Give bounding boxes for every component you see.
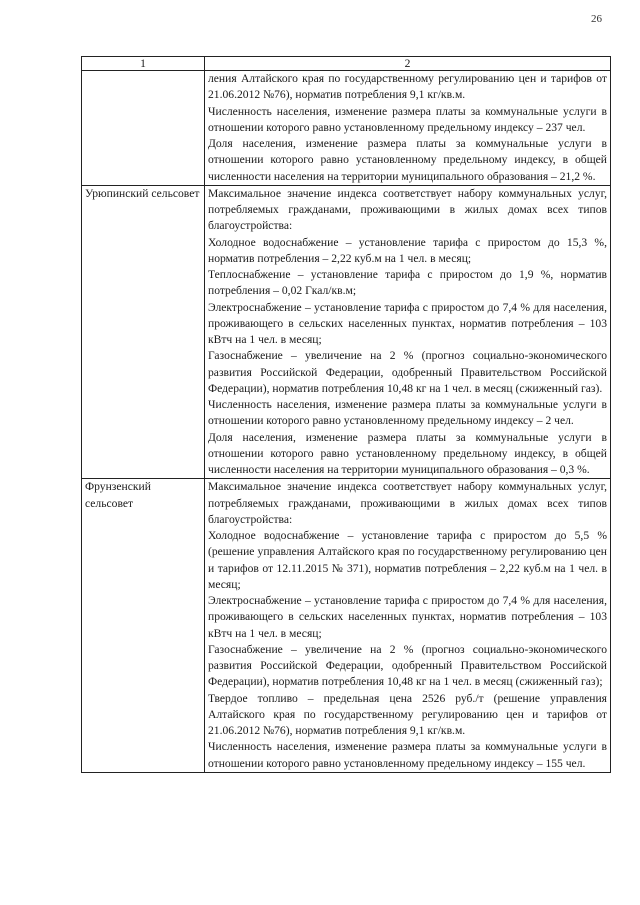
description-paragraph: Доля населения, изменение размера платы за коммунальные услуги в отношении которого равно установленному предельному индексу, в общей численности населения на территории муниципального образования – 0,3 %. bbox=[208, 430, 607, 476]
municipality-name: Фрунзенский сельсовет bbox=[85, 480, 151, 510]
description-paragraph: Доля населения, изменение размера платы за коммунальные услуги в отношении которого равно установленному предельному индексу, в общей численности населения на территории муниципального образования – 21,2 %. bbox=[208, 137, 607, 183]
description-paragraph: Численность населения, изменение размера платы за коммунальные услуги в отношении которого равно установленному предельному индексу – 2 чел. bbox=[208, 398, 607, 428]
header-col-1: 1 bbox=[82, 57, 205, 71]
page-number: 26 bbox=[591, 13, 602, 25]
description-paragraph: Максимальное значение индекса соответствует набору коммунальных услуг, потребляемых гражданами, проживающими в жилых домах всех типов благоустройства: bbox=[208, 186, 607, 233]
description-cell bbox=[205, 185, 611, 479]
description-paragraph: Численность населения, изменение размера платы за коммунальные услуги в отношении которого равно установленному предельному индексу – 237 чел. bbox=[208, 104, 607, 134]
description-paragraph: Газоснабжение – увеличение на 2 % (прогноз социально-экономического развития Российской Федерации, одобренный Правительством Российской Федерации), норматив потребления 10,48 кг на 1 чел. в месяц (сжиженный газ); bbox=[208, 642, 607, 689]
description-paragraph: Газоснабжение – увеличение на 2 % (прогноз социально-экономического развития Российской Федерации, одобренный Правительством Российской Федерации), норматив потребления 10,48 кг на 1 чел. в месяц (сжиженный газ). bbox=[208, 349, 607, 395]
description-paragraph: Электроснабжение – установление тарифа с приростом до 7,4 % для населения, проживающего в сельских населенных пунктах, норматив потребления – 103 кВтч на 1 чел. в месяц; bbox=[208, 300, 607, 346]
table-body bbox=[82, 57, 611, 773]
table-row bbox=[82, 185, 611, 479]
index-table bbox=[81, 56, 611, 773]
description-paragraph: Холодное водоснабжение – установление тарифа с приростом до 15,3 %, норматив потребления – 2,22 куб.м на 1 чел. в месяц; bbox=[208, 235, 607, 265]
description-paragraph: Электроснабжение – установление тарифа с приростом до 7,4 % для населения, проживающего в сельских населенных пунктах, норматив потребления – 103 кВтч на 1 чел. в месяц; bbox=[208, 594, 607, 640]
description-paragraph: ления Алтайского края по государственному регулированию цен и тарифов от 21.06.2012 №76), норматив потребления 9,1 кг/кв.м. bbox=[208, 72, 607, 102]
municipality-cell bbox=[82, 185, 205, 479]
table-row bbox=[82, 479, 611, 773]
municipality-name: Урюпинский сельсовет bbox=[85, 186, 200, 200]
description-paragraph: Максимальное значение индекса соответствует набору коммунальных услуг, потребляемых гражданами, проживающими в жилых домах всех типов благоустройства: bbox=[208, 480, 607, 526]
description-cell bbox=[205, 479, 611, 773]
description-paragraph: Теплоснабжение – установление тарифа с приростом до 1,9 %, норматив потребления – 0,02 Гкал/кв.м; bbox=[208, 268, 607, 298]
municipality-cell bbox=[82, 479, 205, 773]
description-paragraph: Холодное водоснабжение – установление тарифа с приростом до 5,5 % (решение управления Алтайского края по государственному регулированию цен и тарифов от 12.11.2015 № 371), норматив потребления – 2,22 куб.м на 1 чел. в месяц; bbox=[208, 529, 607, 591]
description-paragraph: Численность населения, изменение размера платы за коммунальные услуги в отношении которого равно установленному предельному индексу – 155 чел. bbox=[208, 740, 607, 770]
header-col-2: 2 bbox=[205, 57, 611, 71]
municipality-cell bbox=[82, 71, 205, 186]
table-header-row bbox=[82, 57, 611, 71]
description-cell bbox=[205, 71, 611, 186]
description-paragraph: Твердое топливо – предельная цена 2526 руб./т (решение управления Алтайского края по государственному регулированию цен и тарифов от 21.06.2012 №76), норматив потребления 9,1 кг/кв.м. bbox=[208, 691, 607, 737]
table-row bbox=[82, 71, 611, 186]
